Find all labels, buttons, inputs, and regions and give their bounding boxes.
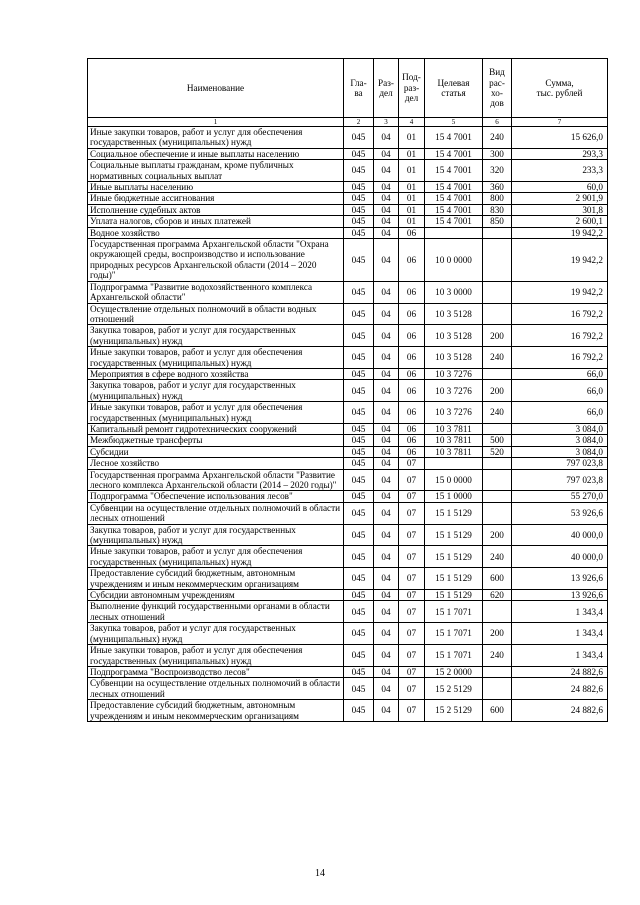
cell-vid: 830 (483, 204, 512, 215)
cell-summa: 40 000,0 (512, 546, 608, 568)
cell-podrazdel: 07 (399, 491, 425, 502)
cell-vid (483, 678, 512, 700)
column-number: 7 (512, 118, 608, 127)
table-row (88, 368, 608, 379)
cell-glava: 045 (344, 182, 374, 193)
header-razdel: Раз- дел (374, 59, 399, 118)
table-row (88, 645, 608, 667)
cell-podrazdel: 01 (399, 193, 425, 204)
cell-razdel: 04 (374, 446, 399, 457)
cell-vid (483, 666, 512, 677)
cell-statya: 15 2 0000 (425, 666, 483, 677)
cell-statya: 15 1 7071 (425, 601, 483, 623)
header-glava: Гла- ва (344, 59, 374, 118)
cell-glava: 045 (344, 491, 374, 502)
cell-razdel: 04 (374, 160, 399, 182)
cell-statya: 15 1 7071 (425, 623, 483, 645)
cell-glava: 045 (344, 623, 374, 645)
column-number: 2 (344, 118, 374, 127)
cell-glava: 045 (344, 148, 374, 159)
table-row (88, 446, 608, 457)
cell-summa: 66,0 (512, 380, 608, 402)
cell-vid (483, 491, 512, 502)
cell-razdel: 04 (374, 303, 399, 325)
cell-glava: 045 (344, 227, 374, 238)
cell-podrazdel: 01 (399, 216, 425, 227)
cell-razdel: 04 (374, 590, 399, 601)
cell-razdel: 04 (374, 623, 399, 645)
cell-statya: 15 1 5129 (425, 568, 483, 590)
table-row (88, 601, 608, 623)
cell-vid (483, 303, 512, 325)
cell-podrazdel: 07 (399, 700, 425, 722)
cell-name: Закупка товаров, работ и услуг для государственных (муниципальных) нужд (88, 623, 344, 645)
cell-statya (425, 227, 483, 238)
cell-razdel: 04 (374, 127, 399, 149)
cell-razdel: 04 (374, 347, 399, 369)
cell-razdel: 04 (374, 546, 399, 568)
cell-glava: 045 (344, 325, 374, 347)
cell-name: Субсидии (88, 446, 344, 457)
cell-glava: 045 (344, 380, 374, 402)
cell-podrazdel: 06 (399, 435, 425, 446)
cell-vid: 200 (483, 623, 512, 645)
cell-podrazdel: 06 (399, 227, 425, 238)
table-row (88, 227, 608, 238)
cell-name: Субсидии автономным учреждениям (88, 590, 344, 601)
cell-glava: 045 (344, 127, 374, 149)
cell-summa: 3 084,0 (512, 423, 608, 434)
cell-podrazdel: 06 (399, 402, 425, 424)
cell-vid: 240 (483, 546, 512, 568)
cell-vid (483, 281, 512, 303)
header-podrazdel: Под- раз- дел (399, 59, 425, 118)
table-row (88, 546, 608, 568)
table-row (88, 423, 608, 434)
page-number: 14 (315, 868, 325, 879)
cell-podrazdel: 06 (399, 303, 425, 325)
column-number: 6 (483, 118, 512, 127)
cell-vid: 200 (483, 325, 512, 347)
cell-vid: 850 (483, 216, 512, 227)
cell-statya: 15 1 0000 (425, 491, 483, 502)
cell-vid (483, 368, 512, 379)
cell-name: Подпрограмма "Развитие водохозяйственного комплекса Архангельской области" (88, 281, 344, 303)
cell-glava: 045 (344, 281, 374, 303)
cell-statya: 10 3 0000 (425, 281, 483, 303)
cell-glava: 045 (344, 502, 374, 524)
cell-statya: 10 3 5128 (425, 325, 483, 347)
cell-summa: 13 926,6 (512, 568, 608, 590)
cell-podrazdel: 06 (399, 347, 425, 369)
table-row (88, 347, 608, 369)
column-number: 5 (425, 118, 483, 127)
cell-summa: 1 343,4 (512, 601, 608, 623)
cell-razdel: 04 (374, 239, 399, 282)
cell-razdel: 04 (374, 491, 399, 502)
cell-name: Осуществление отдельных полномочий в области водных отношений (88, 303, 344, 325)
table-row (88, 435, 608, 446)
cell-podrazdel: 06 (399, 325, 425, 347)
cell-glava: 045 (344, 568, 374, 590)
cell-summa: 1 343,4 (512, 623, 608, 645)
cell-statya: 15 1 5129 (425, 590, 483, 601)
cell-vid (483, 227, 512, 238)
table-row (88, 193, 608, 204)
cell-razdel: 04 (374, 227, 399, 238)
cell-razdel: 04 (374, 469, 399, 491)
cell-summa: 24 882,6 (512, 700, 608, 722)
cell-statya: 15 1 5129 (425, 546, 483, 568)
cell-vid: 360 (483, 182, 512, 193)
cell-razdel: 04 (374, 645, 399, 667)
cell-statya: 10 3 7811 (425, 423, 483, 434)
cell-summa: 16 792,2 (512, 347, 608, 369)
cell-podrazdel: 06 (399, 368, 425, 379)
cell-statya: 10 0 0000 (425, 239, 483, 282)
cell-glava: 045 (344, 446, 374, 457)
cell-vid: 600 (483, 700, 512, 722)
cell-vid (483, 469, 512, 491)
cell-name: Подпрограмма "Обеспечение использования лесов" (88, 491, 344, 502)
cell-podrazdel: 07 (399, 502, 425, 524)
table-row (88, 402, 608, 424)
table-row (88, 127, 608, 149)
cell-razdel: 04 (374, 435, 399, 446)
cell-vid: 200 (483, 380, 512, 402)
table-row (88, 568, 608, 590)
cell-razdel: 04 (374, 148, 399, 159)
cell-summa: 66,0 (512, 368, 608, 379)
cell-name: Выполнение функций государственными органами в области лесных отношений (88, 601, 344, 623)
cell-podrazdel: 07 (399, 623, 425, 645)
cell-glava: 045 (344, 435, 374, 446)
cell-podrazdel: 01 (399, 182, 425, 193)
cell-statya: 15 1 5129 (425, 524, 483, 546)
cell-name: Иные закупки товаров, работ и услуг для обеспечения государственных (муниципальных) нужд (88, 546, 344, 568)
header-vid: Вид рас- хо- дов (483, 59, 512, 118)
cell-statya: 15 4 7001 (425, 182, 483, 193)
cell-vid: 200 (483, 524, 512, 546)
table-row (88, 160, 608, 182)
cell-name: Предоставление субсидий бюджетным, автономным учреждениям и иным некоммерческим организациям (88, 700, 344, 722)
cell-razdel: 04 (374, 380, 399, 402)
cell-razdel: 04 (374, 458, 399, 469)
cell-podrazdel: 07 (399, 601, 425, 623)
cell-razdel: 04 (374, 193, 399, 204)
cell-podrazdel: 07 (399, 546, 425, 568)
cell-name: Водное хозяйство (88, 227, 344, 238)
cell-summa: 3 084,0 (512, 435, 608, 446)
cell-vid (483, 502, 512, 524)
cell-statya: 15 2 5129 (425, 678, 483, 700)
header-summa: Сумма, тыс. рублей (512, 59, 608, 118)
cell-glava: 045 (344, 458, 374, 469)
table-row (88, 148, 608, 159)
cell-summa: 2 600,1 (512, 216, 608, 227)
cell-statya: 15 2 5129 (425, 700, 483, 722)
cell-statya: 15 4 7001 (425, 204, 483, 215)
cell-statya: 10 3 7811 (425, 446, 483, 457)
cell-summa: 19 942,2 (512, 239, 608, 282)
cell-name: Исполнение судебных актов (88, 204, 344, 215)
cell-podrazdel: 06 (399, 239, 425, 282)
cell-name: Закупка товаров, работ и услуг для государственных (муниципальных) нужд (88, 325, 344, 347)
cell-name: Государственная программа Архангельской области "Развитие лесного комплекса Архангельской области (2014 – 2020 годы)" (88, 469, 344, 491)
cell-summa: 55 270,0 (512, 491, 608, 502)
cell-glava: 045 (344, 590, 374, 601)
cell-summa: 24 882,6 (512, 666, 608, 677)
cell-podrazdel: 07 (399, 590, 425, 601)
cell-summa: 3 084,0 (512, 446, 608, 457)
cell-statya: 15 4 7001 (425, 193, 483, 204)
cell-glava: 045 (344, 239, 374, 282)
cell-summa: 53 926,6 (512, 502, 608, 524)
table-row (88, 380, 608, 402)
table-row (88, 303, 608, 325)
table-row (88, 458, 608, 469)
cell-glava: 045 (344, 469, 374, 491)
cell-name: Мероприятия в сфере водного хозяйства (88, 368, 344, 379)
cell-name: Иные закупки товаров, работ и услуг для обеспечения государственных (муниципальных) нужд (88, 402, 344, 424)
cell-summa: 16 792,2 (512, 325, 608, 347)
cell-name: Иные закупки товаров, работ и услуг для обеспечения государственных (муниципальных) нужд (88, 127, 344, 149)
cell-vid (483, 423, 512, 434)
cell-vid (483, 239, 512, 282)
table-row (88, 524, 608, 546)
cell-podrazdel: 06 (399, 380, 425, 402)
column-number: 4 (399, 118, 425, 127)
cell-glava: 045 (344, 303, 374, 325)
cell-summa: 233,3 (512, 160, 608, 182)
table-row (88, 590, 608, 601)
cell-razdel: 04 (374, 402, 399, 424)
budget-table (87, 58, 608, 722)
cell-podrazdel: 07 (399, 645, 425, 667)
cell-summa: 16 792,2 (512, 303, 608, 325)
cell-name: Субвенции на осуществление отдельных полномочий в области лесных отношений (88, 678, 344, 700)
cell-razdel: 04 (374, 568, 399, 590)
cell-razdel: 04 (374, 368, 399, 379)
cell-glava: 045 (344, 216, 374, 227)
cell-podrazdel: 07 (399, 666, 425, 677)
cell-name: Социальные выплаты гражданам, кроме публичных нормативных социальных выплат (88, 160, 344, 182)
table-row (88, 678, 608, 700)
cell-podrazdel: 07 (399, 469, 425, 491)
column-number: 3 (374, 118, 399, 127)
cell-summa: 15 626,0 (512, 127, 608, 149)
table-header (88, 59, 608, 127)
cell-glava: 045 (344, 160, 374, 182)
cell-name: Лесное хозяйство (88, 458, 344, 469)
cell-vid (483, 458, 512, 469)
cell-statya: 15 1 5129 (425, 502, 483, 524)
cell-statya: 10 3 5128 (425, 303, 483, 325)
cell-statya: 15 4 7001 (425, 127, 483, 149)
cell-podrazdel: 01 (399, 160, 425, 182)
cell-vid: 600 (483, 568, 512, 590)
cell-name: Подпрограмма "Воспроизводство лесов" (88, 666, 344, 677)
cell-statya: 15 4 7001 (425, 148, 483, 159)
header-statya: Целевая статья (425, 59, 483, 118)
cell-vid: 620 (483, 590, 512, 601)
cell-podrazdel: 07 (399, 678, 425, 700)
cell-summa: 2 901,9 (512, 193, 608, 204)
cell-glava: 045 (344, 666, 374, 677)
cell-razdel: 04 (374, 524, 399, 546)
header-name: Наименование (88, 59, 344, 118)
cell-razdel: 04 (374, 678, 399, 700)
cell-glava: 045 (344, 347, 374, 369)
cell-summa: 293,3 (512, 148, 608, 159)
cell-podrazdel: 01 (399, 127, 425, 149)
cell-razdel: 04 (374, 700, 399, 722)
cell-glava: 045 (344, 546, 374, 568)
cell-vid (483, 601, 512, 623)
cell-name: Капитальный ремонт гидротехнических сооружений (88, 423, 344, 434)
cell-razdel: 04 (374, 601, 399, 623)
cell-name: Государственная программа Архангельской области "Охрана окружающей среды, воспроизводство и использование природных ресурсов Архангельской области (2014 – 2020 годы)" (88, 239, 344, 282)
header-row (88, 59, 608, 118)
cell-glava: 045 (344, 368, 374, 379)
cell-name: Иные закупки товаров, работ и услуг для обеспечения государственных (муниципальных) нужд (88, 645, 344, 667)
cell-razdel: 04 (374, 325, 399, 347)
cell-vid: 500 (483, 435, 512, 446)
table-row (88, 491, 608, 502)
cell-glava: 045 (344, 423, 374, 434)
cell-razdel: 04 (374, 502, 399, 524)
cell-podrazdel: 06 (399, 446, 425, 457)
cell-vid: 800 (483, 193, 512, 204)
table-row (88, 281, 608, 303)
cell-summa: 13 926,6 (512, 590, 608, 601)
cell-name: Субвенции на осуществление отдельных полномочий в области лесных отношений (88, 502, 344, 524)
cell-summa: 1 343,4 (512, 645, 608, 667)
cell-statya: 15 4 7001 (425, 216, 483, 227)
cell-podrazdel: 07 (399, 524, 425, 546)
cell-summa: 19 942,2 (512, 227, 608, 238)
cell-summa: 797 023,8 (512, 469, 608, 491)
cell-podrazdel: 06 (399, 423, 425, 434)
table-body (88, 127, 608, 722)
cell-name: Предоставление субсидий бюджетным, автономным учреждениям и иным некоммерческим организациям (88, 568, 344, 590)
column-number-row (88, 118, 608, 127)
cell-name: Закупка товаров, работ и услуг для государственных (муниципальных) нужд (88, 524, 344, 546)
cell-summa: 40 000,0 (512, 524, 608, 546)
cell-summa: 19 942,2 (512, 281, 608, 303)
cell-name: Иные закупки товаров, работ и услуг для обеспечения государственных (муниципальных) нужд (88, 347, 344, 369)
table-row (88, 204, 608, 215)
cell-name: Межбюджетные трансферты (88, 435, 344, 446)
cell-podrazdel: 07 (399, 568, 425, 590)
cell-vid: 240 (483, 402, 512, 424)
cell-vid: 300 (483, 148, 512, 159)
cell-vid: 320 (483, 160, 512, 182)
table-row (88, 623, 608, 645)
cell-name: Иные выплаты населению (88, 182, 344, 193)
cell-glava: 045 (344, 193, 374, 204)
cell-statya (425, 458, 483, 469)
cell-statya: 10 3 7276 (425, 368, 483, 379)
cell-podrazdel: 01 (399, 148, 425, 159)
cell-glava: 045 (344, 700, 374, 722)
cell-name: Закупка товаров, работ и услуг для государственных (муниципальных) нужд (88, 380, 344, 402)
cell-name: Социальное обеспечение и иные выплаты населению (88, 148, 344, 159)
table-row (88, 502, 608, 524)
cell-statya: 10 3 5128 (425, 347, 483, 369)
cell-statya: 10 3 7276 (425, 380, 483, 402)
table-row (88, 666, 608, 677)
cell-summa: 301,8 (512, 204, 608, 215)
cell-podrazdel: 06 (399, 281, 425, 303)
cell-glava: 045 (344, 402, 374, 424)
table-row (88, 325, 608, 347)
cell-vid: 240 (483, 645, 512, 667)
table-row (88, 182, 608, 193)
cell-summa: 60,0 (512, 182, 608, 193)
cell-razdel: 04 (374, 204, 399, 215)
table-row (88, 216, 608, 227)
cell-statya: 15 0 0000 (425, 469, 483, 491)
cell-razdel: 04 (374, 182, 399, 193)
cell-name: Иные бюджетные ассигнования (88, 193, 344, 204)
cell-podrazdel: 07 (399, 458, 425, 469)
cell-summa: 24 882,6 (512, 678, 608, 700)
cell-glava: 045 (344, 678, 374, 700)
cell-name: Уплата налогов, сборов и иных платежей (88, 216, 344, 227)
cell-razdel: 04 (374, 281, 399, 303)
cell-razdel: 04 (374, 423, 399, 434)
cell-razdel: 04 (374, 216, 399, 227)
cell-statya: 15 4 7001 (425, 160, 483, 182)
cell-vid: 240 (483, 347, 512, 369)
cell-razdel: 04 (374, 666, 399, 677)
cell-statya: 10 3 7276 (425, 402, 483, 424)
cell-glava: 045 (344, 524, 374, 546)
column-number: 1 (88, 118, 344, 127)
cell-summa: 797 023,8 (512, 458, 608, 469)
cell-vid: 240 (483, 127, 512, 149)
table-row (88, 239, 608, 282)
cell-summa: 66,0 (512, 402, 608, 424)
cell-statya: 10 3 7811 (425, 435, 483, 446)
cell-statya: 15 1 7071 (425, 645, 483, 667)
table-row (88, 469, 608, 491)
table-row (88, 700, 608, 722)
cell-glava: 045 (344, 204, 374, 215)
cell-glava: 045 (344, 601, 374, 623)
cell-podrazdel: 01 (399, 204, 425, 215)
cell-glava: 045 (344, 645, 374, 667)
cell-vid: 520 (483, 446, 512, 457)
